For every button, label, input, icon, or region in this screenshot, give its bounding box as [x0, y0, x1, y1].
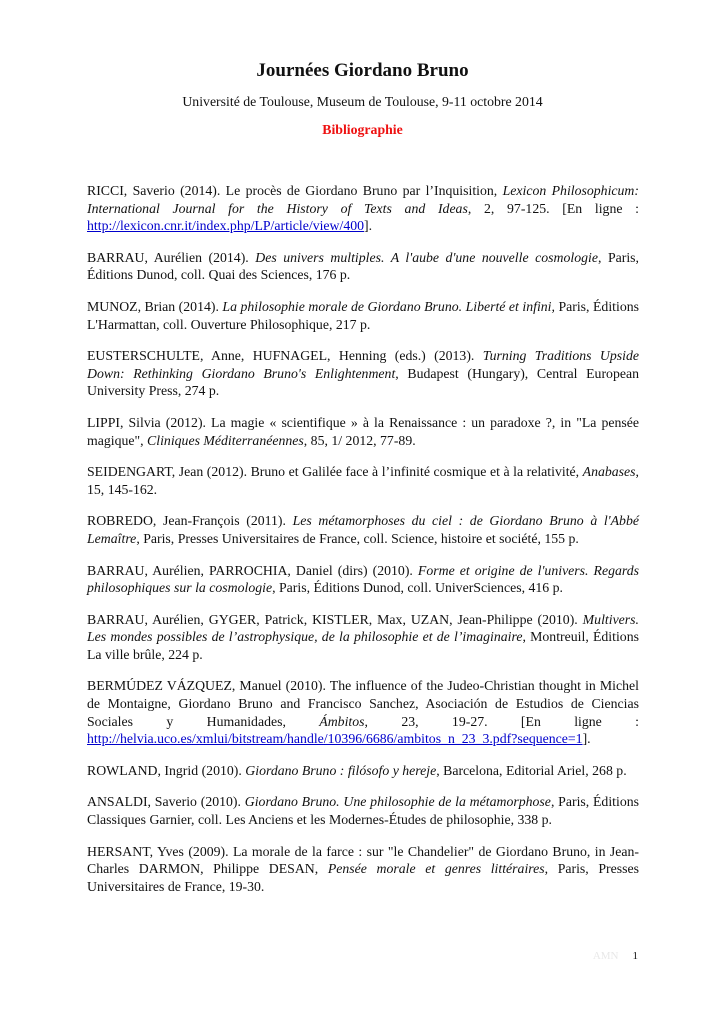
page-footer [593, 950, 638, 962]
bibliography-entry: MUNOZ, Brian (2014). La philosophie morale de Giordano Bruno. Liberté et infini, Paris, Éditions L'Harmattan, coll. Ouverture Philosophique, 217 p. [87, 298, 639, 332]
bibliography-list [87, 182, 639, 909]
bibliography-entry: HERSANT, Yves (2009). La morale de la farce : sur "le Chandelier" de Giordano Bruno, in Jean-Charles DARMON, Philippe DESAN, Pensée morale et genres littéraires, Paris, Presses Universitaires de France, 19-30. [87, 843, 639, 894]
footer-watermark: AMN [592, 950, 619, 962]
page-subtitle: Université de Toulouse, Museum de Toulouse, 9-11 octobre 2014 [182, 94, 543, 109]
bibliography-entry: BARRAU, Aurélien (2014). Des univers multiples. A l'aube d'une nouvelle cosmologie, Paris, Éditions Dunod, coll. Quai des Sciences, 176 p. [87, 249, 639, 283]
bibliography-entry: ROWLAND, Ingrid (2010). Giordano Bruno : filósofo y hereje, Barcelona, Editorial Ariel, 268 p. [87, 762, 627, 778]
bibliography-entry: BERMÚDEZ VÁZQUEZ, Manuel (2010). The influence of the Judeo-Christian thought in Michel de Montaigne, Giordano Bruno and Francisco Sanchez, Asociación de Estudios de Ciencias Sociales y Humanidades, Ámbitos, 23, 19-27. [En ligne : http://helvia.uco.es/xmlui/bitstream/handle/10396/6686/ambitos_n_23_3.pdf?sequence=1]. [87, 678, 639, 747]
entry-link[interactable]: http://helvia.uco.es/xmlui/bitstream/handle/10396/6686/ambitos_n_23_3.pdf?sequence=1 [87, 731, 583, 747]
bibliography-entry: RICCI, Saverio (2014). Le procès de Giordano Bruno par l’Inquisition, Lexicon Philosophicum: International Journal for the History of Texts and Ideas, 2, 97-125. [En ligne : http://lexicon.cnr.it/index.php/LP/article/view/400]. [87, 183, 640, 234]
section-heading: Bibliographie [322, 122, 403, 137]
bibliography-entry: BARRAU, Aurélien, GYGER, Patrick, KISTLER, Max, UZAN, Jean-Philippe (2010). Multivers. Les mondes possibles de l’astrophysique, de la philosophie et de l’imaginaire, Montreuil, Éditions La ville brûle, 224 p. [87, 611, 639, 662]
bibliography-entry: ROBREDO, Jean-François (2011). Les métamorphoses du ciel : de Giordano Bruno à l'Abbé Lemaître, Paris, Presses Universitaires de France, coll. Science, histoire et société, 155 p. [87, 513, 639, 546]
entry-link[interactable]: http://lexicon.cnr.it/index.php/LP/article/view/400 [87, 218, 365, 234]
bibliography-entry: EUSTERSCHULTE, Anne, HUFNAGEL, Henning (eds.) (2013). Turning Traditions Upside Down: Rethinking Giordano Bruno's Enlightenment, Budapest (Hungary), Central European University Press, 274 p. [87, 348, 640, 399]
page-number: 1 [632, 950, 638, 962]
page-title: Journées Giordano Bruno [256, 60, 469, 81]
bibliography-entry: SEIDENGART, Jean (2012). Bruno et Galilée face à l’infinité cosmique et à la relativité, Anabases, 15, 145-162. [87, 464, 639, 497]
bibliography-entry: LIPPI, Silvia (2012). La magie « scientifique » à la Renaissance : un paradoxe ?, in "La pensée magique", Cliniques Méditerranéennes, 85, 1/ 2012, 77-89. [87, 414, 639, 448]
bibliography-entry: BARRAU, Aurélien, PARROCHIA, Daniel (dirs) (2010). Forme et origine de l'univers. Regards philosophiques sur la cosmologie, Paris, Éditions Dunod, coll. UniverSciences, 416 p. [87, 562, 640, 596]
bibliography-entry: ANSALDI, Saverio (2010). Giordano Bruno. Une philosophie de la métamorphose, Paris, Éditions Classiques Garnier, coll. Les Anciens et les Modernes-Études de philosophie, 338 p. [87, 794, 639, 828]
